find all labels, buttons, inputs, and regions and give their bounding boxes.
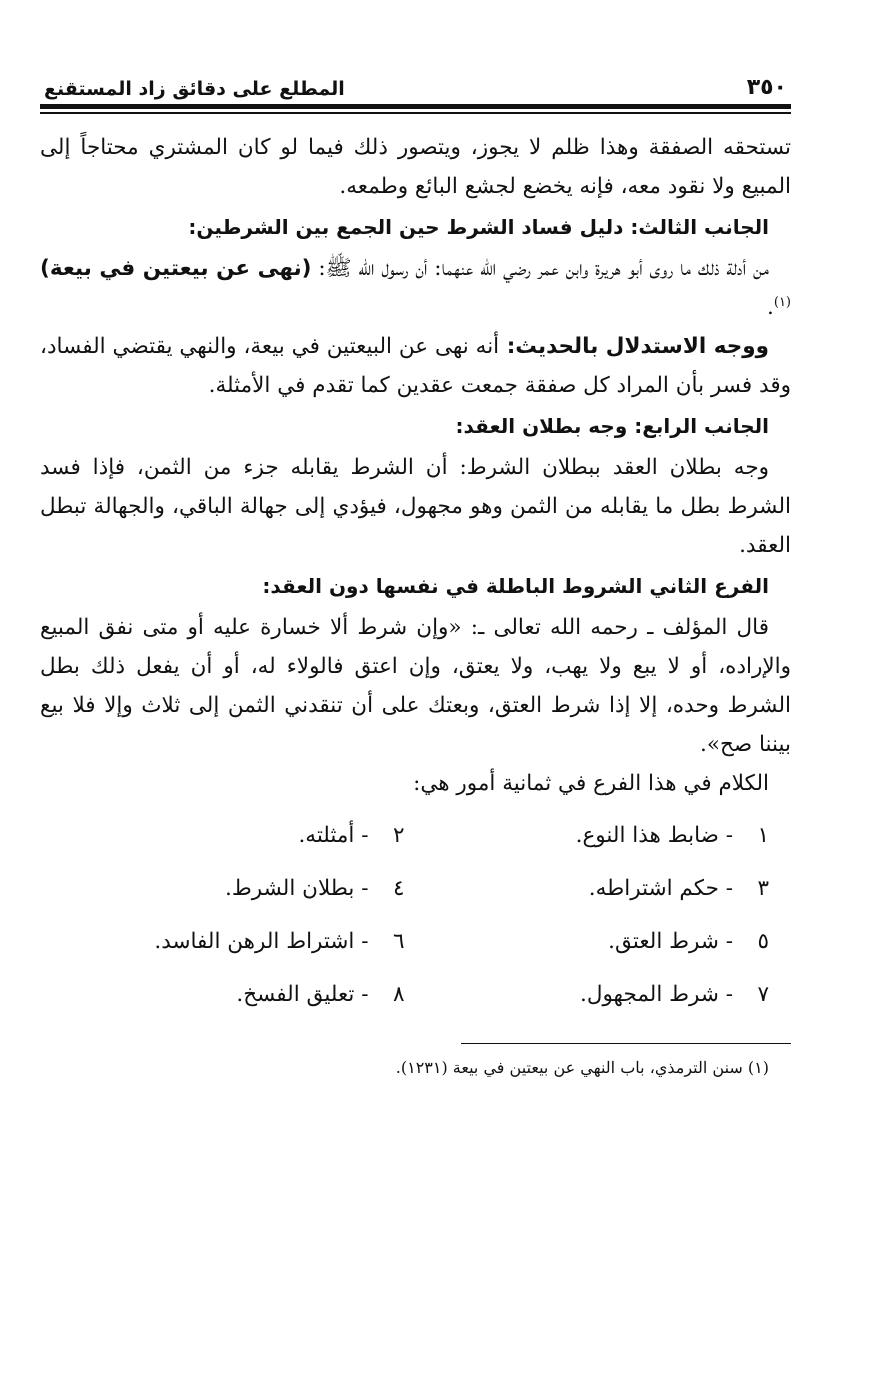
inference-lead: ووجه الاستدلال بالحديث: — [499, 334, 769, 359]
header-rule-thick — [40, 104, 791, 109]
paragraph-2-end: . — [767, 295, 774, 320]
paragraph-2-text: من أدلة ذلك ما روى أبو هريرة وابن عمر رضي الله عنهما: أن رسول الله ﷺ: — [311, 256, 770, 281]
list-item-text: - بطلان الشرط. — [225, 876, 369, 901]
header-rule-thin — [40, 112, 791, 114]
list-item-text: - تعليق الفسخ. — [236, 982, 369, 1007]
list-item-text: - حكم اشتراطه. — [588, 876, 733, 901]
book-page — [40, 60, 791, 1379]
heading-fourth-aspect: الجانب الرابع: وجه بطلان العقد: — [455, 414, 769, 438]
heading-second-branch: الفرع الثاني الشروط الباطلة في نفسها دون العقد: — [262, 574, 769, 598]
paragraph-6: الكلام في هذا الفرع في ثمانية أمور هي: — [413, 771, 769, 796]
paragraph-3-text: أنه نهى عن البيعتين في بيعة، والنهي يقتضي الفساد، وقد فسر بأن المراد كل صفقة جمعت عقدين كما تقدم في الأمثلة. — [40, 334, 791, 398]
footnote: (١) سنن الترمذي، باب النهي عن بيعتين في بيعة (١٢٣١). — [395, 1058, 769, 1077]
hadith-quote: (نهى عن بيعتين في بيعة) — [40, 256, 312, 281]
heading-third-aspect: الجانب الثالث: دليل فساد الشرط حين الجمع بين الشرطين: — [188, 215, 769, 239]
list-item-number: ٤ — [392, 876, 405, 901]
list-item-text: - اشتراط الرهن الفاسد. — [154, 929, 369, 954]
book-title: المطلع على دقائق زاد المستقنع — [44, 78, 345, 100]
list-item — [405, 862, 770, 915]
list-item — [405, 968, 770, 1021]
paragraph-2 — [40, 249, 791, 327]
paragraph-4: وجه بطلان العقد ببطلان الشرط: أن الشرط يقابله جزء من الثمن، فإذا فسد الشرط بطل ما يقابله من الثمن وهو مجهول، فيؤدي إلى جهالة الباقي، والجهالة تبطل العقد. — [40, 455, 791, 558]
list-item-number: ٦ — [392, 929, 405, 954]
page-number: ٣٥٠ — [746, 75, 787, 100]
list-item-number: ٢ — [392, 823, 405, 848]
footnote-divider — [461, 1043, 791, 1044]
list-item-text: - أمثلته. — [298, 823, 369, 848]
list-item — [40, 809, 405, 862]
list-item — [40, 968, 405, 1021]
list-item-text: - شرط العتق. — [608, 929, 733, 954]
list-item-text: - شرط المجهول. — [580, 982, 733, 1007]
list-item-number: ٨ — [392, 982, 405, 1007]
list-item-number: ٣ — [757, 876, 769, 901]
list-item — [40, 862, 405, 915]
footnote-ref[interactable]: (١) — [773, 294, 791, 310]
list-item — [405, 915, 770, 968]
paragraph-1: تستحقه الصفقة وهذا ظلم لا يجوز، ويتصور ذلك فيما لو كان المشتري محتاجاً إلى المبيع ولا نقود معه، فإنه يخضع لجشع البائع وطمعه. — [40, 135, 791, 199]
list-item-number: ١ — [757, 823, 769, 848]
list-item — [405, 809, 770, 862]
list-item-number: ٧ — [757, 982, 769, 1007]
paragraph-5: قال المؤلف ـ رحمه الله تعالى ـ: «وإن شرط ألا خسارة عليه أو متى نفق المبيع والإراده، أو لا يبع ولا يهب، ولا يعتق، وإن اعتق فالولاء له، أو أن يفعل ذلك بطل الشرط وحده، إلا إذا شرط العتق، وبعتك على أن تنقدني الثمن إلى ثلاث وإلا فلا بيع بيننا صح». — [40, 615, 791, 757]
paragraph-3 — [40, 327, 791, 405]
points-list — [40, 809, 791, 1021]
main-text — [40, 128, 791, 803]
list-item-number: ٥ — [757, 929, 769, 954]
list-item-text: - ضابط هذا النوع. — [575, 823, 733, 848]
list-item — [40, 915, 405, 968]
running-header — [40, 60, 791, 100]
